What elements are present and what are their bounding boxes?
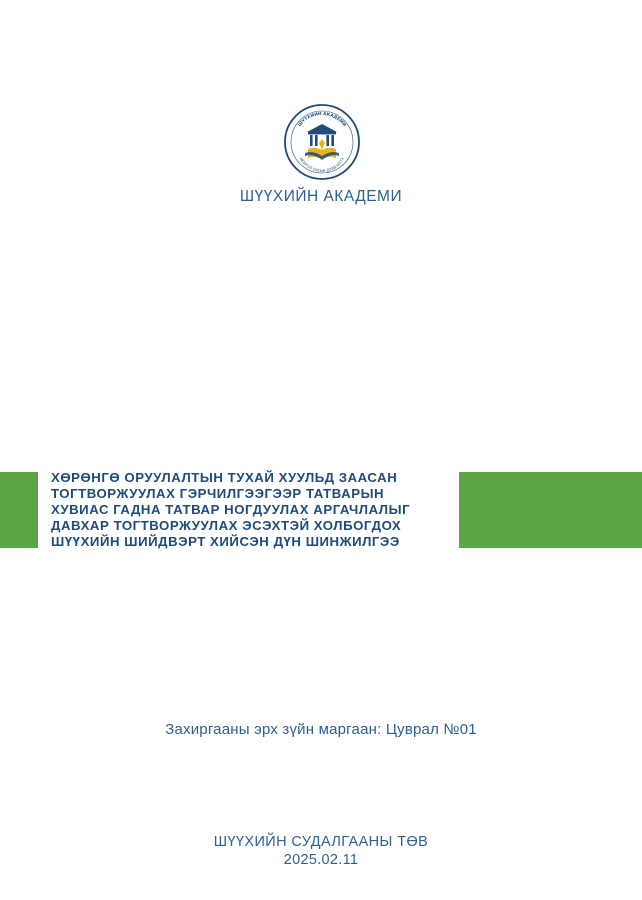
publication-date: 2025.02.11 [283,852,359,868]
green-band-right [459,472,642,548]
organization-name: ШҮҮХИЙН АКАДЕМИ [239,188,403,205]
title-line: ХУВИАС ГАДНА ТАТВАР НОГДУУЛАХ АРГАЧЛАЛЫГ [51,502,411,517]
research-center-name: ШҮҮХИЙН СУДАЛГААНЫ ТӨВ [213,834,429,850]
document-title [51,470,456,550]
green-band-left [0,472,38,548]
logo-ring-text-bottom: МОНГОЛ УЛСЫН ДЭЭД ШҮҮХ [298,156,346,174]
logo-ring-text-top: ШҮҮХИЙН АКАДЕМИ [297,111,347,128]
title-line: ШҮҮХИЙН ШИЙДВЭРТ ХИЙСЭН ДҮН ШИНЖИЛГЭЭ [51,534,400,549]
title-line: ТОГТВОРЖУУЛАХ ГЭРЧИЛГЭЭГЭЭР ТАТВАРЫН [51,486,385,501]
academy-emblem-icon [283,103,361,181]
title-line: ХӨРӨНГӨ ОРУУЛАЛТЫН ТУХАЙ ХУУЛЬД ЗААСАН [51,470,398,485]
series-label: Захиргааны эрх зүйн маргаан: Цуврал №01 [165,721,477,738]
title-line: ДАВХАР ТОГТВОРЖУУЛАХ ЭСЭХТЭЙ ХОЛБОГДОХ [51,518,402,533]
